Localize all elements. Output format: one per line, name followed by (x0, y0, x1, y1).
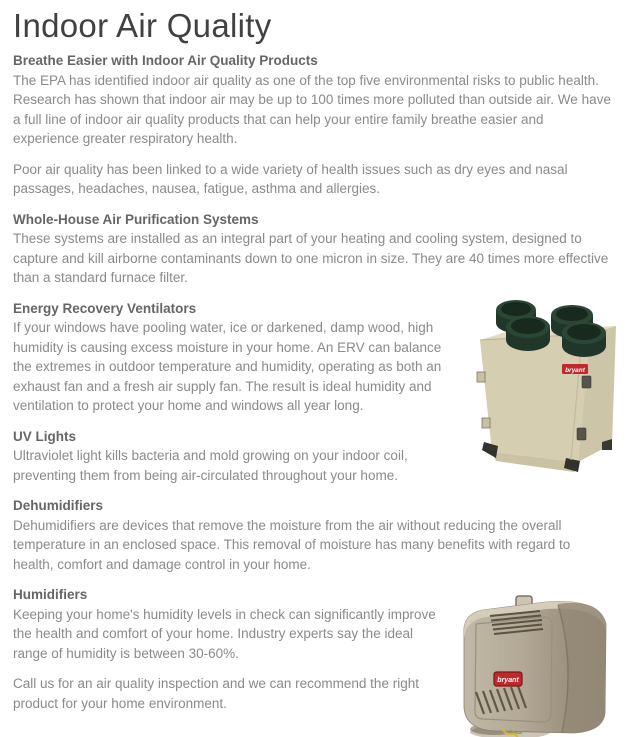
paragraph-poor-air-quality: Poor air quality has been linked to a wide variety of health issues such as dry eyes and nasal passages, headaches, nausea, fatigue, asthma and allergies. (13, 161, 568, 197)
section-whole-house-purification (13, 210, 630, 288)
humidifier-product-image (450, 588, 630, 737)
humidifier-unit-illustration (450, 588, 630, 737)
paragraph-whole-house: These systems are installed as an integral part of your heating and cooling system, designed to capture and kill airborne contaminants down to one micron in size. They are 40 times more effective than a standard furnace filter. (13, 231, 609, 286)
erv-unit-illustration (470, 292, 630, 482)
section-heading-erv: Energy Recovery Ventilators (13, 300, 197, 316)
section-breathe-easier (13, 51, 630, 199)
bryant-logo-erv (562, 364, 588, 374)
paragraph-call-us: Call us for an air quality inspection and we can recommend the right product for your home environment. (13, 676, 419, 711)
section-humidifiers (13, 585, 630, 713)
section-heading-uv-lights: UV Lights (13, 428, 76, 444)
section-heading-humidifiers: Humidifiers (13, 587, 88, 603)
bryant-logo-humidifier (494, 672, 522, 686)
page-title: Indoor Air Quality (13, 7, 272, 44)
paragraph-dehumidifiers: Dehumidifiers are devices that remove the moisture from the air without reducing the overall temperature in an enclosed space. This removal of moisture has many benefits with regard to health, comfort and damage control in your home. (13, 517, 571, 572)
paragraph-uv-lights: Ultraviolet light kills bacteria and mold growing on your indoor coil, preventing them from being air-circulated throughout your home. (13, 448, 408, 483)
paragraph-epa-risks: The EPA has identified indoor air quality as one of the top five environmental risks to public health. Research has shown that indoor air may be up to 100 times more polluted than outside air. We have a full line of indoor air quality products that can help your entire family breathe easier and experience greater respiratory health. (13, 72, 611, 147)
paragraph-humidifiers: Keeping your home's humidity levels in check can significantly improve the health and comfort of your home. Industry experts say the ideal range of humidity is between 30-60%. (13, 606, 436, 661)
erv-product-image (470, 292, 630, 482)
bryant-logo-erv-text: bryant (565, 366, 585, 374)
paragraph-erv: If your windows have pooling water, ice or darkened, damp wood, high humidity is causing excess moisture in your home. An ERV can balance the extremes in outdoor temperature and humidity, operating as both an exhaust fan and a fresh air supply fan. The result is ideal humidity and ventilation to protect your home and windows all year long. (13, 320, 442, 414)
section-heading-dehumidifiers: Dehumidifiers (13, 498, 104, 514)
section-energy-recovery-ventilators (13, 299, 630, 416)
section-dehumidifiers (13, 496, 630, 574)
bryant-logo-humidifier-text: bryant (497, 677, 519, 685)
section-heading-breathe-easier: Breathe Easier with Indoor Air Quality Products (13, 53, 318, 69)
section-heading-whole-house: Whole-House Air Purification Systems (13, 211, 259, 227)
